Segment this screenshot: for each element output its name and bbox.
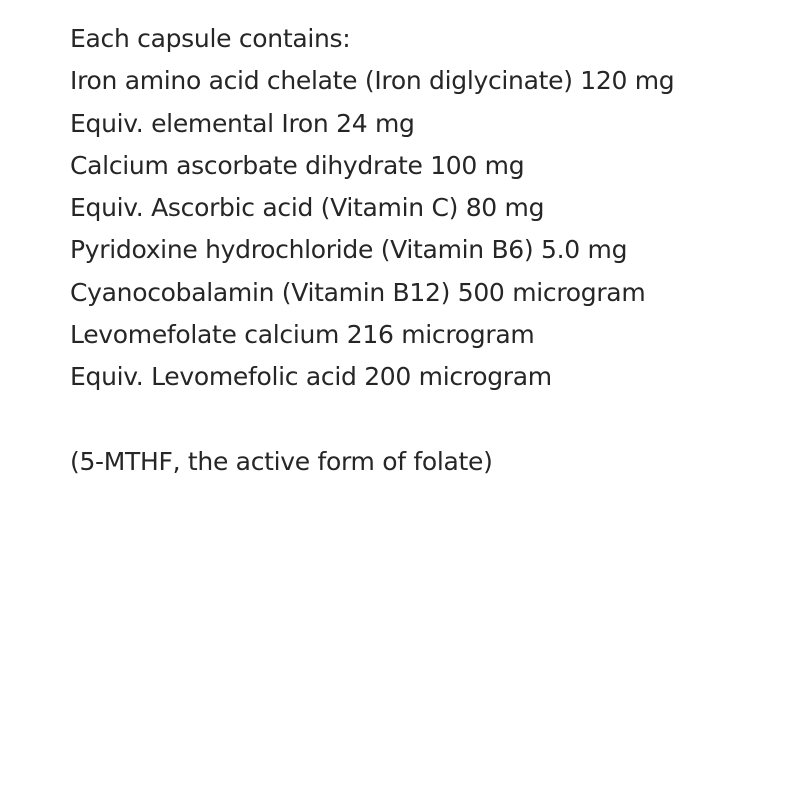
ingredient-line: Levomefolate calcium 216 microgram [70,320,535,350]
ingredient-line: Equiv. elemental Iron 24 mg [70,108,415,138]
ingredient-line: Equiv. Levomefolic acid 200 microgram [70,362,552,392]
folate-note: (5-MTHF, the active form of folate) [70,446,493,476]
ingredient-line: Pyridoxine hydrochloride (Vitamin B6) 5.0 mg [70,235,628,265]
ingredient-line: Iron amino acid chelate (Iron diglycinate) 120 mg [70,66,675,96]
ingredient-line: Equiv. Ascorbic acid (Vitamin C) 80 mg [70,193,545,223]
heading: Each capsule contains: [70,24,351,53]
ingredient-list [70,18,770,483]
ingredient-line: Calcium ascorbate dihydrate 100 mg [70,150,525,180]
blank-line [70,399,770,441]
ingredient-line: Cyanocobalamin (Vitamin B12) 500 microgram [70,277,646,307]
